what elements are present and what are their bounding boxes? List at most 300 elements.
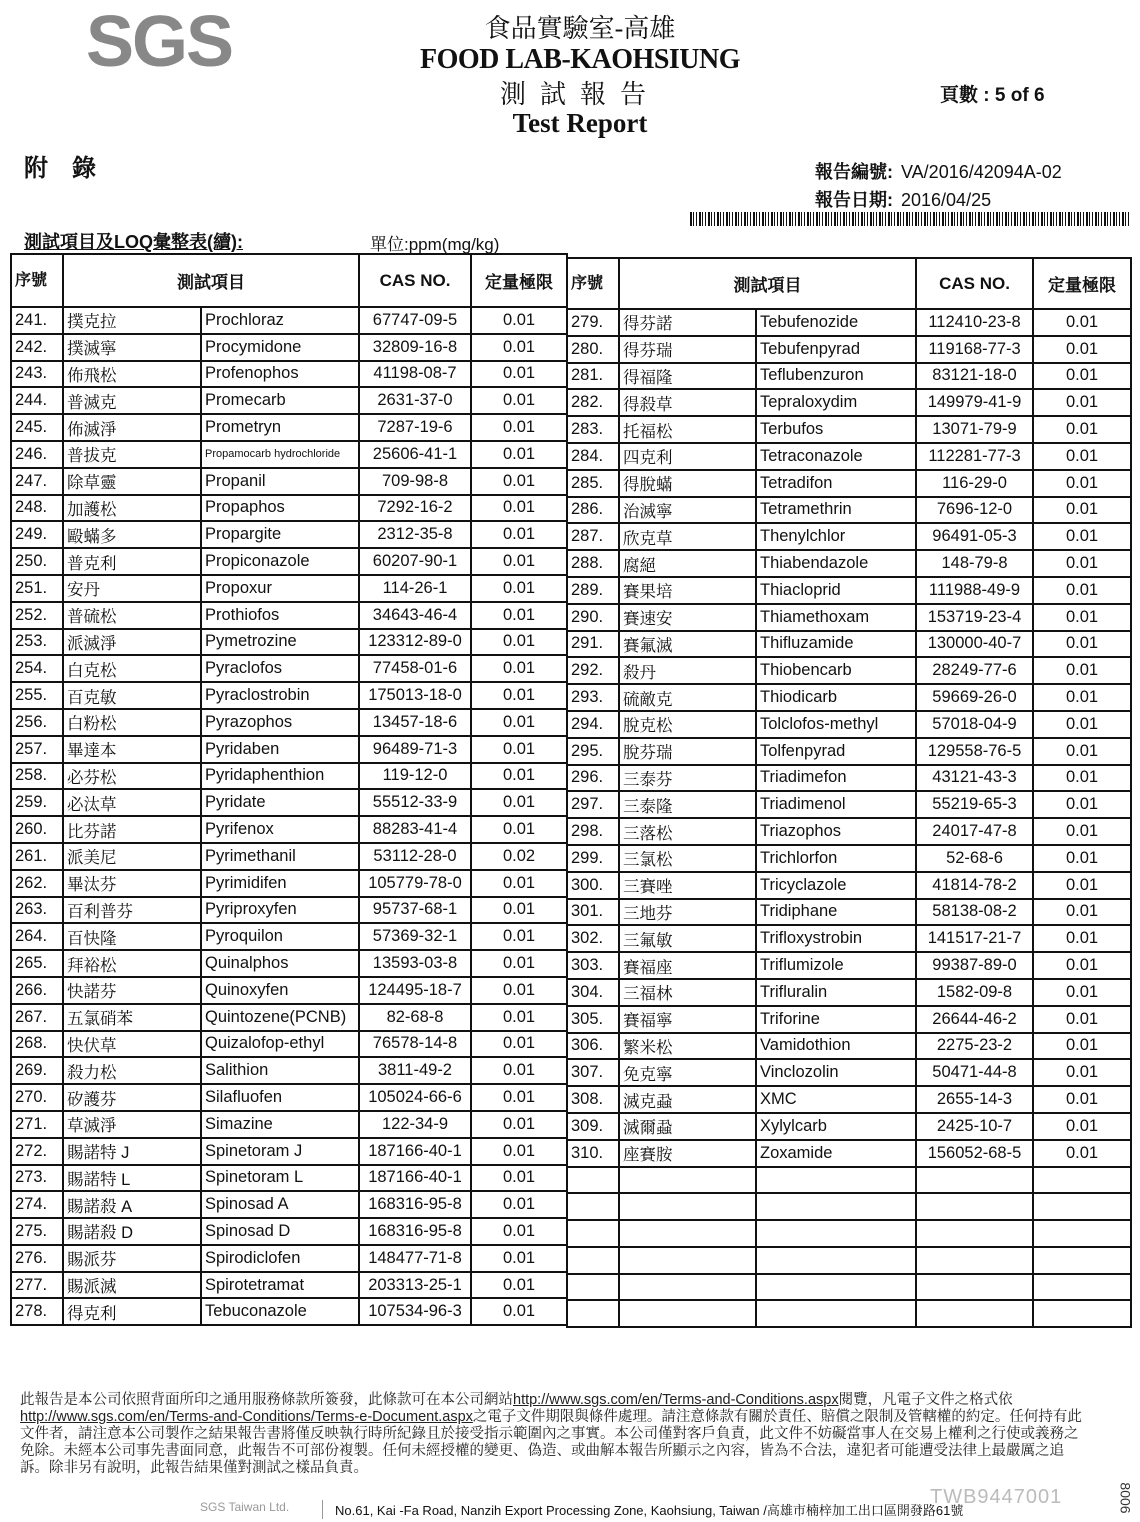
report-number-value: VA/2016/42094A-02: [901, 162, 1062, 182]
table-row: [567, 550, 1131, 577]
sgs-logo: SGS: [86, 6, 256, 78]
cas-number: 111988-49-9: [916, 577, 1033, 604]
english-name: Pymetrozine: [201, 629, 359, 656]
table-row: [11, 923, 567, 950]
loq-value: 0.01: [471, 1245, 567, 1272]
cas-number: 58138-08-2: [916, 899, 1033, 926]
english-name: Tolclofos-methyl: [756, 711, 916, 738]
chinese-name: 賜諾特 J: [63, 1138, 201, 1165]
table-row: [11, 736, 567, 763]
english-name: [756, 1274, 916, 1301]
row-number: 308.: [567, 1086, 619, 1113]
row-number: 290.: [567, 604, 619, 631]
row-number: 241.: [11, 307, 63, 334]
chinese-name: 腐絕: [619, 550, 756, 577]
loq-value: 0.01: [471, 1298, 567, 1325]
english-name: [756, 1193, 916, 1220]
chinese-name: 托福松: [619, 416, 756, 443]
loq-value: 0.01: [1033, 952, 1131, 979]
table-row: [11, 655, 567, 682]
english-name: Triflumizole: [756, 952, 916, 979]
table-row: [11, 1031, 567, 1058]
row-number: 254.: [11, 655, 63, 682]
loq-value: 0.01: [1033, 443, 1131, 470]
english-name: [756, 1167, 916, 1194]
row-number: 268.: [11, 1031, 63, 1058]
chinese-name: 安丹: [63, 575, 201, 602]
chinese-name: [619, 1167, 756, 1194]
loq-value: 0.01: [471, 468, 567, 495]
chinese-name: 賜諾殺 A: [63, 1191, 201, 1218]
cas-number: 77458-01-6: [359, 655, 471, 682]
loq-value: 0.01: [1033, 738, 1131, 765]
loq-value: 0.01: [1033, 470, 1131, 497]
english-name: XMC: [756, 1086, 916, 1113]
english-name: Salithion: [201, 1057, 359, 1084]
cas-number: 2275-23-2: [916, 1033, 1033, 1060]
cas-number: 2425-10-7: [916, 1113, 1033, 1140]
row-number: 295.: [567, 738, 619, 765]
row-number: 264.: [11, 923, 63, 950]
row-number: 294.: [567, 711, 619, 738]
english-name: Tolfenpyrad: [756, 738, 916, 765]
cas-number: 43121-43-3: [916, 765, 1033, 792]
loq-value: 0.01: [471, 1057, 567, 1084]
row-number: [567, 1247, 619, 1274]
cas-number: 99387-89-0: [916, 952, 1033, 979]
cas-number: 13457-18-6: [359, 709, 471, 736]
row-number: 273.: [11, 1165, 63, 1192]
chinese-name: 除草靈: [63, 468, 201, 495]
loq-value: 0.01: [1033, 336, 1131, 363]
chinese-name: [619, 1193, 756, 1220]
cas-number: [916, 1247, 1033, 1274]
barcode: [690, 212, 1130, 226]
loq-value: 0.01: [471, 870, 567, 897]
loq-value: 0.01: [471, 816, 567, 843]
cas-number: 156052-68-5: [916, 1140, 1033, 1167]
english-name: Triadimenol: [756, 791, 916, 818]
table-row: [11, 682, 567, 709]
loq-value: 0.01: [1033, 389, 1131, 416]
chinese-name: 座賽胺: [619, 1140, 756, 1167]
loq-value: 0.01: [1033, 872, 1131, 899]
loq-value: 0.01: [1033, 711, 1131, 738]
row-number: 245.: [11, 414, 63, 441]
chinese-name: [619, 1247, 756, 1274]
loq-value: 0.01: [471, 361, 567, 388]
chinese-name: 百克敏: [63, 682, 201, 709]
loq-value: 0.01: [471, 1272, 567, 1299]
col-cas: CAS NO.: [359, 254, 471, 307]
loq-value: 0.01: [1033, 550, 1131, 577]
cas-number: 52-68-6: [916, 845, 1033, 872]
serial-number: TWB9447001: [930, 1486, 1063, 1508]
col-item: 測試項目: [63, 254, 359, 307]
chinese-name: 必汰草: [63, 789, 201, 816]
row-number: 266.: [11, 977, 63, 1004]
table-row: [11, 1245, 567, 1272]
loq-value: 0.01: [1033, 1059, 1131, 1086]
loq-value: 0.01: [471, 1111, 567, 1138]
english-name: Vinclozolin: [756, 1059, 916, 1086]
report-date-label: 報告日期:: [815, 190, 893, 210]
row-number: [567, 1300, 619, 1327]
table-row: [11, 763, 567, 790]
loq-value: 0.01: [471, 307, 567, 334]
loq-value: 0.01: [471, 1004, 567, 1031]
english-name: Prochloraz: [201, 307, 359, 334]
chinese-name: 三賽唑: [619, 872, 756, 899]
cas-number: 25606-41-1: [359, 441, 471, 468]
english-name: Propiconazole: [201, 548, 359, 575]
english-name: Thenylchlor: [756, 523, 916, 550]
loq-value: 0.01: [471, 1084, 567, 1111]
table-row: [11, 602, 567, 629]
report-date: [815, 186, 991, 212]
table-row: [567, 818, 1131, 845]
row-number: [567, 1193, 619, 1220]
english-name: Triadimefon: [756, 765, 916, 792]
english-name: Teflubenzuron: [756, 363, 916, 390]
cas-number: 148477-71-8: [359, 1245, 471, 1272]
english-name: Trifloxystrobin: [756, 925, 916, 952]
loq-value: 0.01: [1033, 631, 1131, 658]
loq-value: 0.01: [1033, 363, 1131, 390]
loq-value: 0.01: [471, 495, 567, 522]
loq-value: 0.01: [471, 897, 567, 924]
loq-value: 0.01: [471, 709, 567, 736]
english-name: Propoxur: [201, 575, 359, 602]
loq-value: 0.01: [471, 655, 567, 682]
cas-number: 114-26-1: [359, 575, 471, 602]
empty-row: [567, 1247, 1131, 1274]
cas-number: 96491-05-3: [916, 523, 1033, 550]
chinese-name: 派美尼: [63, 843, 201, 870]
page-number: [940, 80, 1045, 107]
cas-number: 76578-14-8: [359, 1031, 471, 1058]
english-name: Trichlorfon: [756, 845, 916, 872]
row-number: 296.: [567, 765, 619, 792]
loq-value: 0.01: [471, 1138, 567, 1165]
table-row: [11, 789, 567, 816]
cas-number: 203313-25-1: [359, 1272, 471, 1299]
chinese-name: 三福林: [619, 979, 756, 1006]
chinese-name: 三泰芬: [619, 765, 756, 792]
row-number: 301.: [567, 899, 619, 926]
row-number: 255.: [11, 682, 63, 709]
english-name: Triazophos: [756, 818, 916, 845]
chinese-name: 撲克拉: [63, 307, 201, 334]
lab-name-en: FOOD LAB-KAOHSIUNG: [419, 44, 741, 75]
table-row: [567, 631, 1131, 658]
row-number: 272.: [11, 1138, 63, 1165]
chinese-name: 三泰隆: [619, 791, 756, 818]
row-number: 306.: [567, 1033, 619, 1060]
row-number: 251.: [11, 575, 63, 602]
english-name: Pyridate: [201, 789, 359, 816]
row-number: 258.: [11, 763, 63, 790]
row-number: 305.: [567, 1006, 619, 1033]
cas-number: 50471-44-8: [916, 1059, 1033, 1086]
chinese-name: 草滅淨: [63, 1111, 201, 1138]
table-row: [567, 497, 1131, 524]
row-number: 249.: [11, 521, 63, 548]
col-loq: 定量極限: [471, 254, 567, 307]
row-number: 300.: [567, 872, 619, 899]
table-row: [11, 950, 567, 977]
report-date-value: 2016/04/25: [901, 190, 992, 210]
row-number: 283.: [567, 416, 619, 443]
loq-value: 0.01: [471, 521, 567, 548]
table-row: [11, 307, 567, 334]
table-row: [567, 470, 1131, 497]
cas-number: 123312-89-0: [359, 629, 471, 656]
row-number: 260.: [11, 816, 63, 843]
row-number: 279.: [567, 309, 619, 336]
chinese-name: 矽護芬: [63, 1084, 201, 1111]
table-row: [567, 899, 1131, 926]
chinese-name: 殺丹: [619, 657, 756, 684]
english-name: Spirotetramat: [201, 1272, 359, 1299]
english-name: [756, 1220, 916, 1247]
chinese-name: 比芬諾: [63, 816, 201, 843]
chinese-name: 必芬松: [63, 763, 201, 790]
table-row: [567, 791, 1131, 818]
english-name: Propargite: [201, 521, 359, 548]
chinese-name: 硫敵克: [619, 684, 756, 711]
table-row: [567, 684, 1131, 711]
col-item: 測試項目: [619, 258, 916, 309]
cas-number: [916, 1300, 1033, 1327]
chinese-name: 賜派滅: [63, 1272, 201, 1299]
chinese-name: 滅爾蝨: [619, 1113, 756, 1140]
loq-value: 0.01: [1033, 1140, 1131, 1167]
loq-value: [1033, 1300, 1131, 1327]
table-row: [11, 468, 567, 495]
row-number: 257.: [11, 736, 63, 763]
chinese-name: 四克利: [619, 443, 756, 470]
page-label: 頁數 :: [940, 85, 990, 106]
table-row: [11, 361, 567, 388]
english-name: Vamidothion: [756, 1033, 916, 1060]
table-row: [11, 1165, 567, 1192]
cas-number: 55512-33-9: [359, 789, 471, 816]
cas-number: 13593-03-8: [359, 950, 471, 977]
loq-value: 0.01: [471, 602, 567, 629]
chinese-name: 普拔克: [63, 441, 201, 468]
chinese-name: 佈滅淨: [63, 414, 201, 441]
loq-value: 0.01: [1033, 1113, 1131, 1140]
cas-number: 124495-18-7: [359, 977, 471, 1004]
loq-value: 0.01: [471, 1165, 567, 1192]
chinese-name: 快伏草: [63, 1031, 201, 1058]
chinese-name: 賽果培: [619, 577, 756, 604]
chinese-name: 滅克蝨: [619, 1086, 756, 1113]
e-document-terms-link[interactable]: http://www.sgs.com/en/Terms-and-Conditions/Terms-e-Document.aspx: [20, 1409, 473, 1425]
company-address: No.61, Kai -Fa Road, Nanzih Export Processing Zone, Kaohsiung, Taiwan /高雄市楠梓加工出口區開發路61號: [322, 1500, 963, 1519]
english-name: Pyriproxyfen: [201, 897, 359, 924]
english-name: Pyrazophos: [201, 709, 359, 736]
row-number: 280.: [567, 336, 619, 363]
loq-value: 0.01: [1033, 577, 1131, 604]
loq-value: 0.01: [471, 1218, 567, 1245]
chinese-name: 毆蟎多: [63, 521, 201, 548]
loq-value: 0.01: [1033, 657, 1131, 684]
cas-number: 175013-18-0: [359, 682, 471, 709]
loq-value: 0.01: [1033, 523, 1131, 550]
cas-number: 88283-41-4: [359, 816, 471, 843]
english-name: Tepraloxydim: [756, 389, 916, 416]
english-name: Thiacloprid: [756, 577, 916, 604]
cas-number: 168316-95-8: [359, 1191, 471, 1218]
english-name: Spinosad A: [201, 1191, 359, 1218]
row-number: 252.: [11, 602, 63, 629]
english-name: Pyrimethanil: [201, 843, 359, 870]
row-number: 285.: [567, 470, 619, 497]
chinese-name: 欣克草: [619, 523, 756, 550]
disclaimer-text: 之電子文件期限與條件處理。請注意條款有關於責任、賠償之限制及管轄權的約定。任何持有此文件者，請注意本公司製作之結果報告書將僅反映執行時所紀錄且於接受指示範圍內之事實。本公司僅對客戶負責，此文件不妨礙當事人在交易上權利之行使或義務之免除。未經本公司事先書面同意，此報告不可部份複製。任何未經授權的變更、偽造、或曲解本報告所顯示之內容，皆為不合法，違犯者可能遭受法律上最嚴厲之追訴。除非另有說明，此報告結果僅對測試之樣品負責。: [20, 1409, 1082, 1476]
cas-number: 2631-37-0: [359, 387, 471, 414]
chinese-name: 得芬瑞: [619, 336, 756, 363]
loq-value: 0.01: [471, 387, 567, 414]
row-number: 281.: [567, 363, 619, 390]
loq-value: 0.01: [471, 441, 567, 468]
english-name: Thiodicarb: [756, 684, 916, 711]
row-number: 247.: [11, 468, 63, 495]
loq-value: 0.01: [1033, 1006, 1131, 1033]
row-number: 243.: [11, 361, 63, 388]
table-row: [11, 414, 567, 441]
cas-number: 96489-71-3: [359, 736, 471, 763]
chinese-name: 拜裕松: [63, 950, 201, 977]
cas-number: 2312-35-8: [359, 521, 471, 548]
cas-number: 24017-47-8: [916, 818, 1033, 845]
english-name: Quinalphos: [201, 950, 359, 977]
chinese-name: 脫克松: [619, 711, 756, 738]
loq-value: 0.01: [1033, 979, 1131, 1006]
row-number: 293.: [567, 684, 619, 711]
table-row: [567, 416, 1131, 443]
table-row: [11, 629, 567, 656]
loq-value: 0.01: [1033, 791, 1131, 818]
chinese-name: [619, 1220, 756, 1247]
table-row: [567, 363, 1131, 390]
row-number: [567, 1167, 619, 1194]
loq-table-left: [10, 253, 568, 1326]
table-row: [11, 1111, 567, 1138]
english-name: Pyrifenox: [201, 816, 359, 843]
cas-number: 130000-40-7: [916, 631, 1033, 658]
chinese-name: 免克寧: [619, 1059, 756, 1086]
col-no: 序號: [11, 254, 63, 307]
table-row: [11, 870, 567, 897]
cas-number: 148-79-8: [916, 550, 1033, 577]
english-name: Tebufenozide: [756, 309, 916, 336]
cas-number: 41198-08-7: [359, 361, 471, 388]
row-number: [567, 1220, 619, 1247]
english-name: Trifluralin: [756, 979, 916, 1006]
english-name: Tetraconazole: [756, 443, 916, 470]
table-row: [567, 711, 1131, 738]
table-row: [11, 709, 567, 736]
cas-number: 55219-65-3: [916, 791, 1033, 818]
table-row: [567, 872, 1131, 899]
table-row: [567, 309, 1131, 336]
chinese-name: 白克松: [63, 655, 201, 682]
cas-number: 187166-40-1: [359, 1165, 471, 1192]
table-row: [567, 979, 1131, 1006]
cas-number: 141517-21-7: [916, 925, 1033, 952]
unit-label: 單位:ppm(mg/kg): [370, 235, 500, 254]
terms-link[interactable]: http://www.sgs.com/en/Terms-and-Conditions.aspx: [513, 1392, 839, 1408]
cas-number: 32809-16-8: [359, 334, 471, 361]
english-name: Pyrimidifen: [201, 870, 359, 897]
english-name: Thiabendazole: [756, 550, 916, 577]
row-number: 297.: [567, 791, 619, 818]
row-number: 256.: [11, 709, 63, 736]
row-number: 291.: [567, 631, 619, 658]
loq-table-right: [566, 257, 1132, 1328]
lab-name-cn: 食品實驗室-高雄: [484, 14, 676, 43]
english-name: Prothiofos: [201, 602, 359, 629]
table-row: [11, 1138, 567, 1165]
chinese-name: 白粉松: [63, 709, 201, 736]
loq-value: 0.02: [471, 843, 567, 870]
chinese-name: 治滅寧: [619, 497, 756, 524]
loq-value: 0.01: [1033, 416, 1131, 443]
chinese-name: 得克利: [63, 1298, 201, 1325]
chinese-name: [619, 1274, 756, 1301]
loq-value: [1033, 1274, 1131, 1301]
english-name: Tetradifon: [756, 470, 916, 497]
row-number: 250.: [11, 548, 63, 575]
english-name: Pyraclofos: [201, 655, 359, 682]
cas-number: 41814-78-2: [916, 872, 1033, 899]
table-row: [567, 443, 1131, 470]
table-row: [567, 1140, 1131, 1167]
report-title-cn: 測試報告: [499, 80, 660, 109]
english-name: [756, 1247, 916, 1274]
chinese-name: 普克利: [63, 548, 201, 575]
chinese-name: 加護松: [63, 495, 201, 522]
row-number: 298.: [567, 818, 619, 845]
table-row: [567, 336, 1131, 363]
table-row: [567, 604, 1131, 631]
row-number: 274.: [11, 1191, 63, 1218]
loq-value: 0.01: [471, 950, 567, 977]
row-number: 302.: [567, 925, 619, 952]
english-name: Pyridaphenthion: [201, 763, 359, 790]
english-name: Pyridaben: [201, 736, 359, 763]
chinese-name: 百利普芬: [63, 897, 201, 924]
cas-number: 1582-09-8: [916, 979, 1033, 1006]
chinese-name: 百快隆: [63, 923, 201, 950]
english-name: Zoxamide: [756, 1140, 916, 1167]
table-row: [11, 1272, 567, 1299]
table-row: [11, 1191, 567, 1218]
row-number: 284.: [567, 443, 619, 470]
table-row: [567, 845, 1131, 872]
chinese-name: [619, 1300, 756, 1327]
disclaimer: [20, 1392, 1090, 1477]
chinese-name: 賜諾特 L: [63, 1165, 201, 1192]
cas-number: 116-29-0: [916, 470, 1033, 497]
chinese-name: 畢汰芬: [63, 870, 201, 897]
english-name: Terbufos: [756, 416, 916, 443]
table-row: [567, 389, 1131, 416]
row-number: 309.: [567, 1113, 619, 1140]
